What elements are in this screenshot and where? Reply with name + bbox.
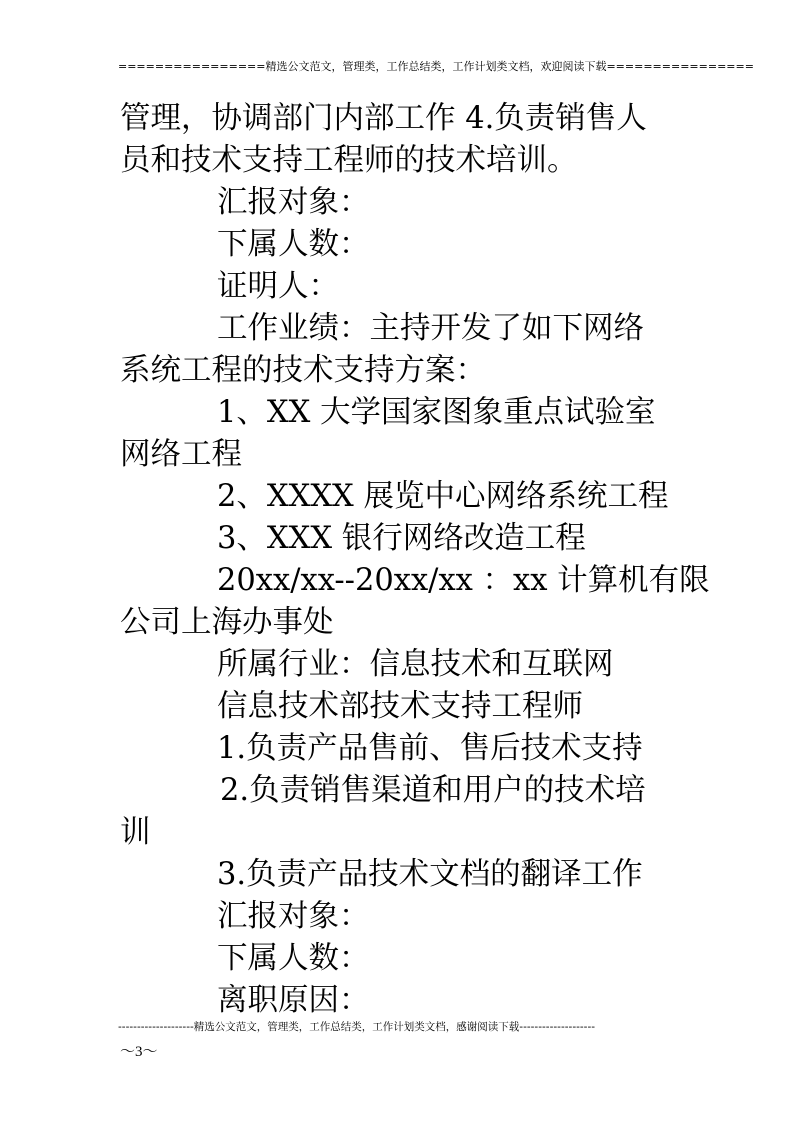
text-line: 系统工程的技术支持方案： xyxy=(120,353,486,388)
text-line: 汇报对象： xyxy=(217,185,370,220)
text-line: 所属行业：信息技术和互联网 xyxy=(217,647,614,682)
text-line: 1、XX 大学国家图象重点试验室 xyxy=(217,395,656,430)
text-line: 员和技术支持工程师的技术培训。 xyxy=(120,143,578,178)
text-line: 3.负责产品技术文档的翻译工作 xyxy=(217,857,643,892)
text-line: 管理，协调部门内部工作 4.负责销售人 xyxy=(120,101,647,136)
text-line: 20xx/xx--20xx/xx ：xx 计算机有限 xyxy=(217,563,710,598)
text-line: 1.负责产品售前、售后技术支持 xyxy=(217,731,643,766)
text-line: 2、XXXX 展览中心网络系统工程 xyxy=(217,479,669,514)
text-line: 信息技术部技术支持工程师 xyxy=(217,689,583,724)
text-line: 证明人： xyxy=(217,269,339,304)
text-line: 下属人数： xyxy=(217,227,370,262)
text-line: 离职原因： xyxy=(217,983,370,1018)
text-line: 3、XXX 银行网络改造工程 xyxy=(217,521,586,556)
text-line: 公司上海办事处 xyxy=(120,605,334,640)
text-line: 汇报对象： xyxy=(217,899,370,934)
page-number: ～3～ xyxy=(120,1044,158,1060)
text-line: 网络工程 xyxy=(120,437,242,472)
document-body xyxy=(120,98,710,1022)
text-line: 2.负责销售渠道和用户的技术培 xyxy=(220,773,646,808)
text-line: 工作业绩：主持开发了如下网络 xyxy=(217,311,644,346)
text-line: 下属人数： xyxy=(217,941,370,976)
page-header: ================精选公文范文，管理类，工作总结类，工作计划类文档，欢迎阅读下载================ xyxy=(118,60,754,73)
text-line: 训 xyxy=(120,815,151,850)
page-footer: --------------------精选公文范文，管理类，工作总结类，工作计划类文档，感谢阅读下载-------------------- xyxy=(118,1021,596,1033)
